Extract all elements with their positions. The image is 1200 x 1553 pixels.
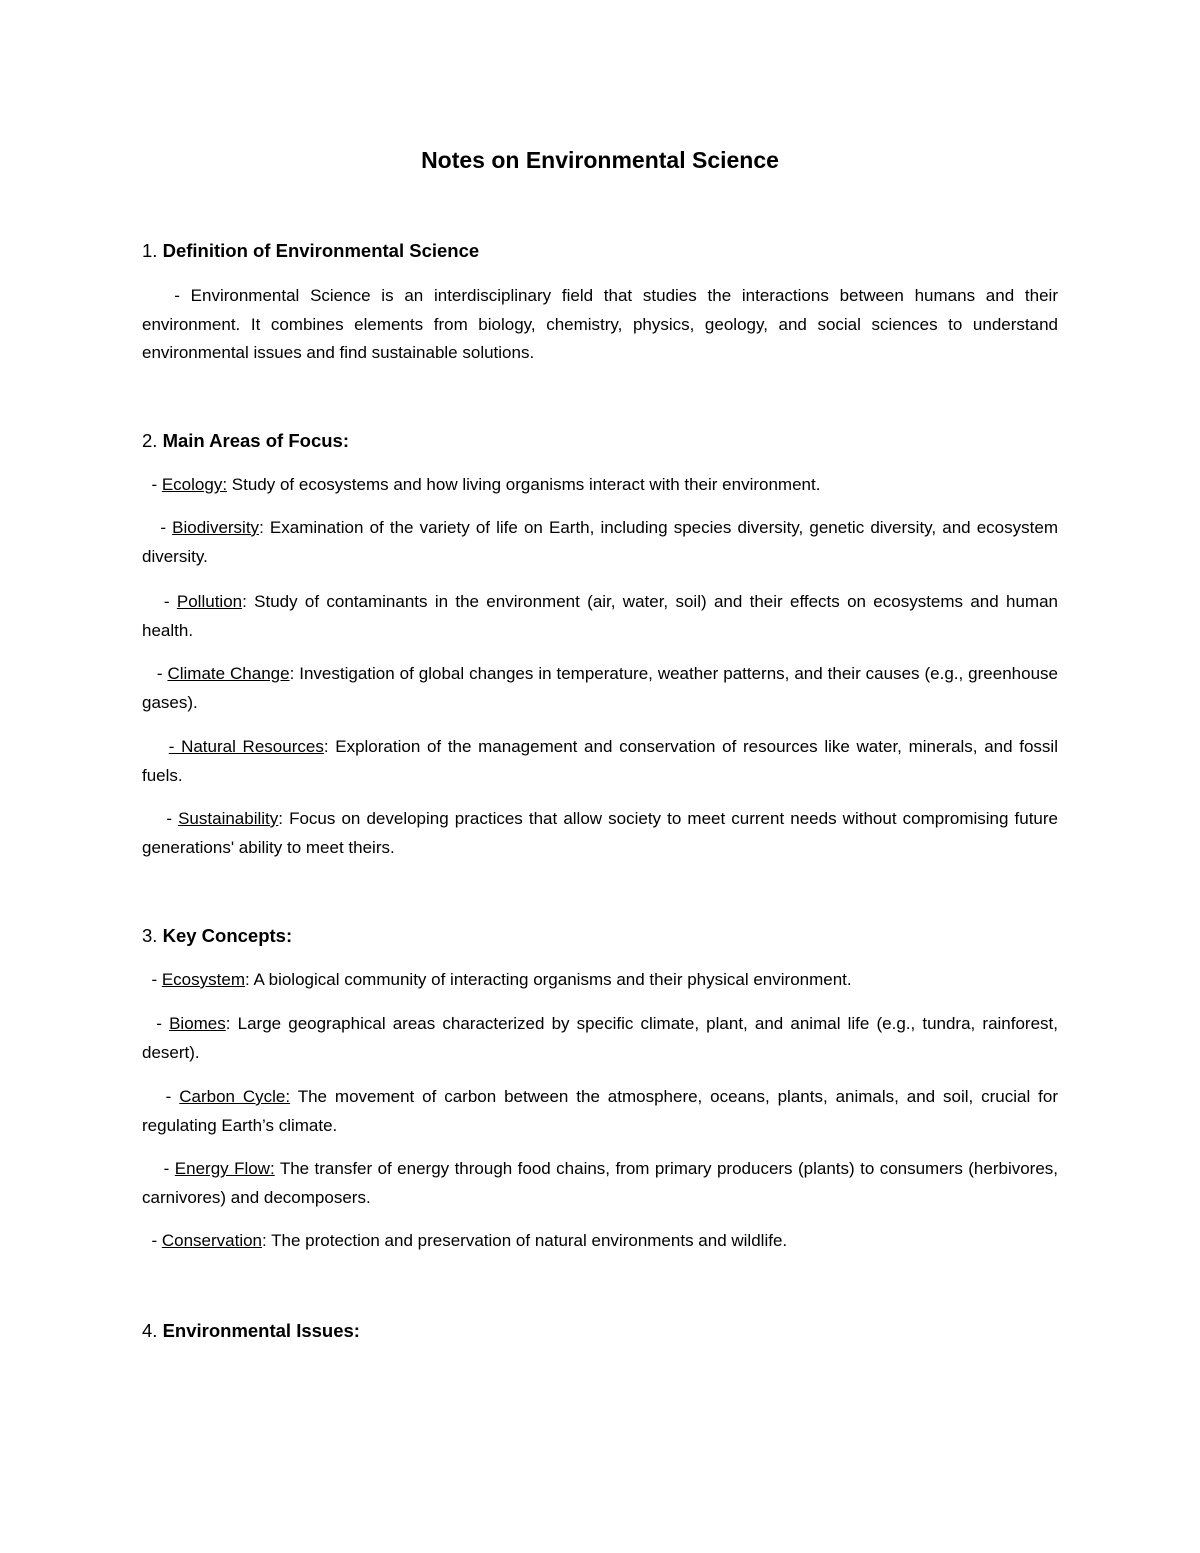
item-term: Ecosystem	[161, 970, 245, 989]
item-term: Climate Change	[167, 664, 290, 683]
item-separator	[290, 1087, 298, 1106]
section-number: 3.	[142, 925, 158, 946]
list-item	[142, 1010, 1058, 1067]
list-item	[142, 660, 1058, 717]
item-separator: :	[289, 664, 300, 683]
item-dash: -	[142, 664, 168, 683]
section-number: 4.	[142, 1320, 158, 1341]
item-dash: -	[142, 1231, 162, 1250]
item-separator: :	[278, 809, 290, 828]
item-dash: -	[142, 1087, 180, 1106]
item-text: Environmental Science is an interdisciplinary field that studies the interactions between humans and their environment. It combines elements from biology, chemistry, physics, geology, and social sciences to understand environmental issues and find sustainable solutions.	[142, 286, 1058, 362]
list-item	[142, 805, 1058, 862]
item-text: Large geographical areas characterized by specific climate, plant, and animal life (e.g., tundra, rainforest, desert).	[142, 1014, 1058, 1062]
item-dash: -	[142, 970, 162, 989]
list-item	[142, 514, 1058, 571]
item-text: Focus on developing practices that allow society to meet current needs without compromising future generations' ability to meet theirs.	[142, 809, 1058, 857]
item-separator: :	[244, 970, 254, 989]
section-title: Definition of Environmental Science	[162, 240, 480, 261]
list-item	[142, 1227, 1058, 1256]
item-text: Investigation of global changes in temperature, weather patterns, and their causes (e.g., greenhouse gases).	[142, 664, 1058, 712]
section-title: Environmental Issues:	[162, 1320, 360, 1341]
item-term: Ecology:	[161, 475, 228, 494]
item-dash: -	[142, 1159, 175, 1178]
item-dash: -	[142, 475, 162, 494]
item-term: Energy Flow:	[174, 1159, 275, 1178]
item-separator: :	[225, 1014, 238, 1033]
item-dash: -	[142, 592, 177, 611]
list-item	[142, 588, 1058, 645]
item-term: Sustainability	[178, 809, 279, 828]
section-title: Main Areas of Focus:	[162, 430, 349, 451]
item-term: Conservation	[161, 1231, 263, 1250]
item-term: Biodiversity	[172, 518, 260, 537]
item-text: The protection and preservation of natural environments and wildlife.	[271, 1231, 788, 1250]
item-separator: :	[242, 592, 255, 611]
list-item	[142, 966, 1058, 995]
item-term: Carbon Cycle:	[179, 1087, 291, 1106]
item-dash: -	[142, 809, 179, 828]
item-text: Examination of the variety of life on Earth, including species diversity, genetic diversity, and ecosystem diversity.	[142, 518, 1058, 566]
list-item	[142, 733, 1058, 790]
list-item	[142, 1155, 1058, 1212]
definition-paragraph	[142, 282, 1058, 368]
item-term: Biomes	[169, 1014, 226, 1033]
item-text: Exploration of the management and conservation of resources like water, minerals, and fossil fuels.	[142, 737, 1058, 785]
section-title: Key Concepts:	[162, 925, 293, 946]
item-text: The transfer of energy through food chains, from primary producers (plants) to consumers (herbivores, carnivores) and decomposers.	[142, 1159, 1059, 1207]
item-dash: -	[142, 518, 173, 537]
item-text: Study of contaminants in the environment (air, water, soil) and their effects on ecosystems and human health.	[142, 592, 1058, 640]
item-separator: :	[262, 1231, 272, 1250]
section-heading	[142, 1319, 360, 1343]
section-number: 1.	[142, 240, 158, 261]
section-heading	[142, 429, 349, 453]
item-text: The movement of carbon between the atmosphere, oceans, plants, animals, and soil, crucial for regulating Earth’s climate.	[142, 1087, 1059, 1135]
document-title: Notes on Environmental Science	[421, 147, 779, 173]
section-heading	[142, 924, 292, 948]
item-term: - Natural Resources	[168, 737, 324, 756]
item-separator: :	[323, 737, 336, 756]
item-dash	[142, 737, 169, 756]
item-separator: :	[259, 518, 270, 537]
list-item	[142, 471, 1058, 500]
item-term: Pollution	[176, 592, 243, 611]
section-number: 2.	[142, 430, 158, 451]
item-dash: -	[142, 286, 191, 305]
item-text: A biological community of interacting organisms and their physical environment.	[253, 970, 852, 989]
item-dash: -	[142, 1014, 170, 1033]
item-text: Study of ecosystems and how living organisms interact with their environment.	[231, 475, 821, 494]
list-item	[142, 1083, 1058, 1140]
section-heading	[142, 239, 479, 263]
